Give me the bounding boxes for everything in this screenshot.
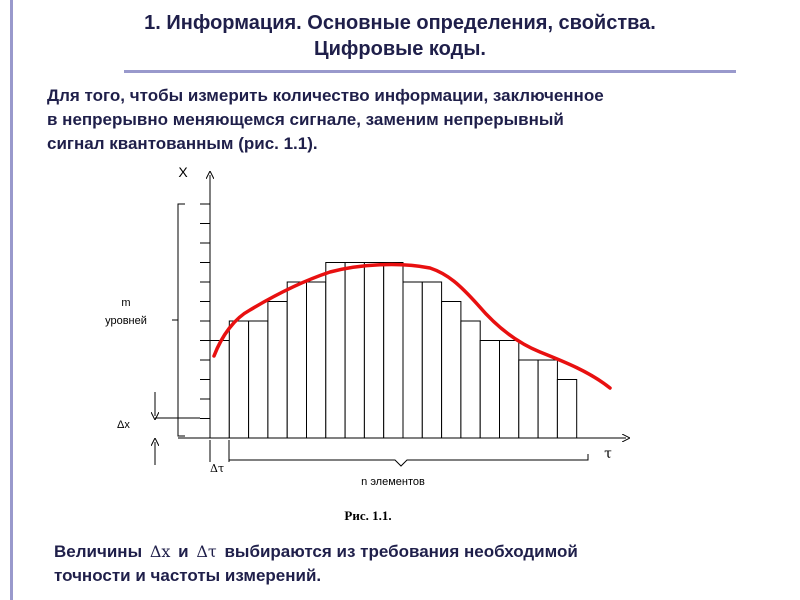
quantized-bar [326,263,345,439]
bottom-text-line-2: точности и частоты измерений. [54,566,322,585]
bottom-prefix: Величины [54,542,143,561]
quantized-bars [210,263,577,439]
quantized-bar [229,321,248,438]
delta-x-symbol: Δx [149,542,171,561]
levels-label-text: уровней [105,315,147,327]
quantized-bar [557,380,576,439]
quantized-bar [345,263,364,439]
dx-label: Δx [117,419,130,431]
bottom-and: и [178,542,189,561]
levels-brace [172,204,185,436]
x-axis-label: τ [604,446,612,462]
level-ticks [200,204,210,419]
delta-tau-symbol: Δτ [196,542,217,561]
dt-label: Δτ [210,462,225,475]
quantized-bar [403,282,422,438]
slide-title-line-2: Цифровые коды. [314,38,486,60]
y-axis-label: X [178,164,188,180]
quantized-bar [480,341,499,439]
quantized-bar [268,302,287,439]
elements-brace [229,454,588,466]
bottom-suffix: выбираются из требования необходимой [224,542,578,561]
quantized-bar [538,360,557,438]
paragraph-line-2: в непрерывно меняющемся сигнале, заменим непрерывный [47,110,564,129]
quantized-bar [422,282,441,438]
slide-title-line-1: 1. Информация. Основные определения, свойства. [144,12,656,34]
paragraph-line-1: Для того, чтобы измерить количество информации, заключенное [47,86,604,105]
elements-label: n элементов [361,476,425,488]
quantized-bar [519,360,538,438]
levels-label-m: m [121,297,131,309]
quantized-bar [442,302,461,439]
figure-caption: Рис. 1.1. [344,508,392,523]
quantized-bar [461,321,480,438]
quantized-bar [364,263,383,439]
bottom-text-line-1 [54,542,578,562]
quantized-bar [287,282,306,438]
quantized-bar [500,341,519,439]
quantized-bar [249,321,268,438]
paragraph-line-3: сигнал квантованным (рис. 1.1). [47,134,318,153]
quantized-bar [307,282,326,438]
quantized-bar [384,263,403,439]
